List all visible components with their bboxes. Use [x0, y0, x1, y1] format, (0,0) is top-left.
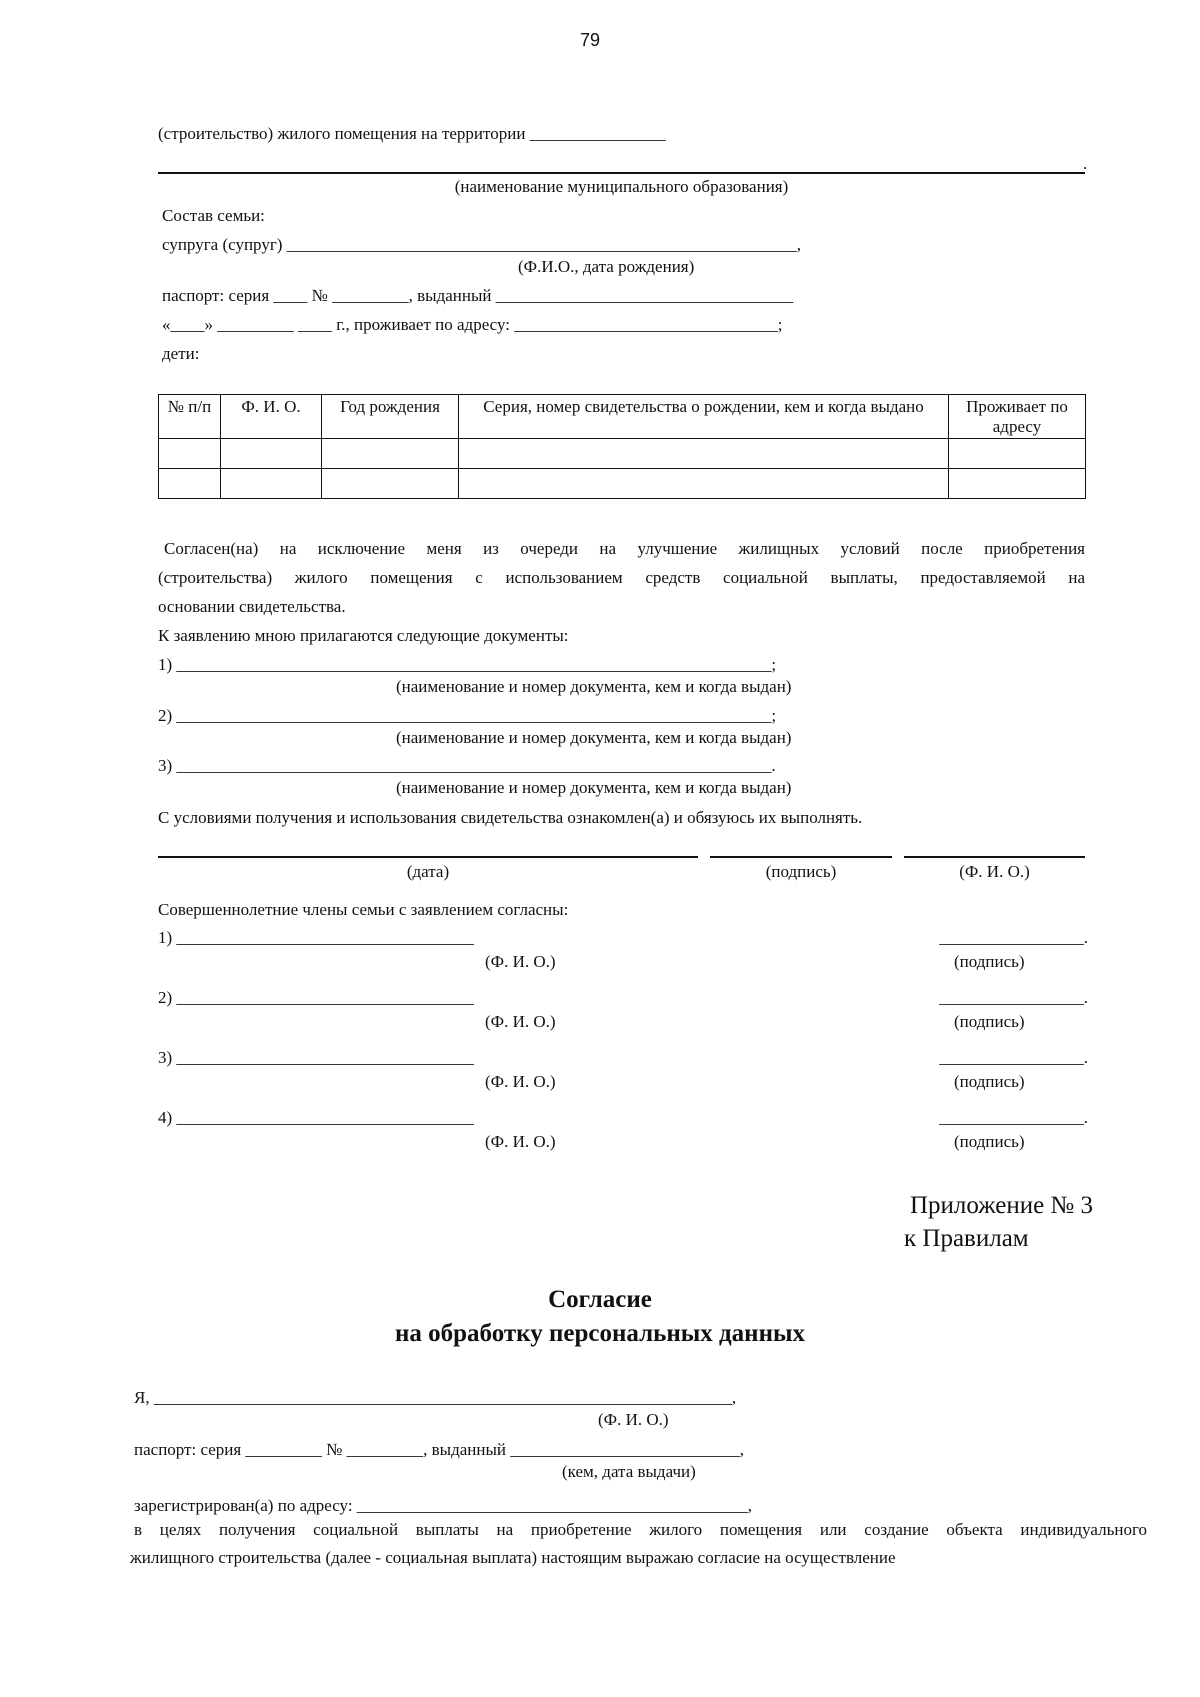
adult-sign-caption-1: (подпись) — [954, 952, 1025, 971]
adult-line-3: 3) ___________________________________ — [158, 1048, 474, 1067]
adult-sign-line-3: _________________. — [939, 1048, 1088, 1067]
consent-passport-line: паспорт: серия _________ № _________, выданный ___________________________, — [134, 1440, 745, 1459]
table-cell[interactable] — [159, 469, 221, 499]
table-header-cell: Год рождения — [322, 395, 459, 439]
document-line-1: 1) ______________________________________________________________________; — [158, 655, 777, 674]
date-line — [158, 856, 698, 858]
document-caption-3: (наименование и номер документа, кем и когда выдан) — [396, 778, 792, 797]
consent-paragraph-line: (строительства) жилого помещения с использованием средств социальной выплаты, предоставляемой на — [158, 568, 1085, 587]
table-cell[interactable] — [322, 439, 459, 469]
table-cell[interactable] — [159, 439, 221, 469]
territory-line: (строительство) жилого помещения на территории ________________ — [158, 124, 666, 143]
consent-passport-caption: (кем, дата выдачи) — [562, 1462, 696, 1481]
document-line-2: 2) ______________________________________________________________________; — [158, 706, 777, 725]
page-number: 79 — [580, 30, 601, 50]
adult-sign-line-2: _________________. — [939, 988, 1088, 1007]
document-line-3: 3) ______________________________________________________________________. — [158, 756, 776, 775]
table-cell[interactable] — [459, 469, 949, 499]
document-caption-1: (наименование и номер документа, кем и когда выдан) — [396, 677, 792, 696]
residence-line: «____» _________ ____ г., проживает по адресу: _______________________________; — [162, 315, 783, 334]
purpose-line: в целях получения социальной выплаты на приобретение жилого помещения или создание объекта индивидуального — [134, 1520, 1147, 1539]
table-header-row — [159, 395, 1086, 439]
table-cell[interactable] — [322, 469, 459, 499]
family-heading: Состав семьи: — [162, 206, 265, 225]
adult-name-caption-3: (Ф. И. О.) — [485, 1072, 556, 1091]
table-cell[interactable] — [949, 469, 1086, 499]
table-cell[interactable] — [221, 469, 322, 499]
adult-sign-line-4: _________________. — [939, 1108, 1088, 1127]
table-row — [159, 439, 1086, 469]
adult-sign-line-1: _________________. — [939, 928, 1088, 947]
table-header-cell: № п/п — [159, 395, 221, 439]
name-line — [904, 856, 1085, 858]
annex-number: Приложение № 3 — [910, 1192, 1094, 1219]
spouse-line: супруга (супруг) ____________________________________________________________, — [162, 235, 801, 254]
table-header-cell: Ф. И. О. — [221, 395, 322, 439]
adults-heading: Совершеннолетние члены семьи с заявлением согласны: — [158, 900, 569, 919]
signature-line — [710, 856, 892, 858]
conditions-line: С условиями получения и использования свидетельства ознакомлен(а) и обязуюсь их выполнять. — [158, 808, 863, 827]
ya-line: Я, ____________________________________________________________________, — [134, 1388, 737, 1407]
table-header-cell: Проживает по адресу — [949, 395, 1086, 439]
passport-line: паспорт: серия ____ № _________, выданный ___________________________________ — [162, 286, 794, 305]
consent-paragraph-line: Согласен(на) на исключение меня из очереди на улучшение жилищных условий после приобретения — [164, 539, 1085, 558]
spouse-caption: (Ф.И.О., дата рождения) — [518, 257, 695, 276]
adult-sign-caption-4: (подпись) — [954, 1132, 1025, 1151]
document-caption-2: (наименование и номер документа, кем и когда выдан) — [396, 728, 792, 747]
table-row — [159, 469, 1086, 499]
adult-name-caption-4: (Ф. И. О.) — [485, 1132, 556, 1151]
annex-rules: к Правилам — [904, 1225, 1029, 1252]
adult-line-4: 4) ___________________________________ — [158, 1108, 474, 1127]
consent-title: Согласие — [548, 1286, 652, 1313]
purpose-line: жилищного строительства (далее - социальная выплата) настоящим выражаю согласие на осуществление — [130, 1548, 896, 1567]
consent-subtitle: на обработку персональных данных — [395, 1320, 805, 1347]
table-header-cell: Серия, номер свидетельства о рождении, кем и когда выдано — [459, 395, 949, 439]
table-cell[interactable] — [459, 439, 949, 469]
adult-sign-caption-3: (подпись) — [954, 1072, 1025, 1091]
municipality-underline — [158, 172, 1085, 174]
adult-sign-caption-2: (подпись) — [954, 1012, 1025, 1031]
signature-caption: (подпись) — [765, 862, 837, 881]
adult-name-caption-1: (Ф. И. О.) — [485, 952, 556, 971]
table-cell[interactable] — [221, 439, 322, 469]
table-cell[interactable] — [949, 439, 1086, 469]
consent-paragraph-line: основании свидетельства. — [158, 597, 346, 616]
children-table — [158, 394, 1086, 499]
name-caption: (Ф. И. О.) — [959, 862, 1030, 881]
date-caption: (дата) — [406, 862, 450, 881]
registered-line: зарегистрирован(а) по адресу: ______________________________________________, — [134, 1496, 753, 1515]
children-label: дети: — [162, 344, 200, 363]
ya-caption: (Ф. И. О.) — [598, 1410, 669, 1429]
territory-dot: . — [1083, 154, 1088, 173]
adult-name-caption-2: (Ф. И. О.) — [485, 1012, 556, 1031]
municipality-caption: (наименование муниципального образования) — [454, 177, 789, 196]
adult-line-2: 2) ___________________________________ — [158, 988, 474, 1007]
adult-line-1: 1) ___________________________________ — [158, 928, 474, 947]
documents-heading: К заявлению мною прилагаются следующие документы: — [158, 626, 569, 645]
